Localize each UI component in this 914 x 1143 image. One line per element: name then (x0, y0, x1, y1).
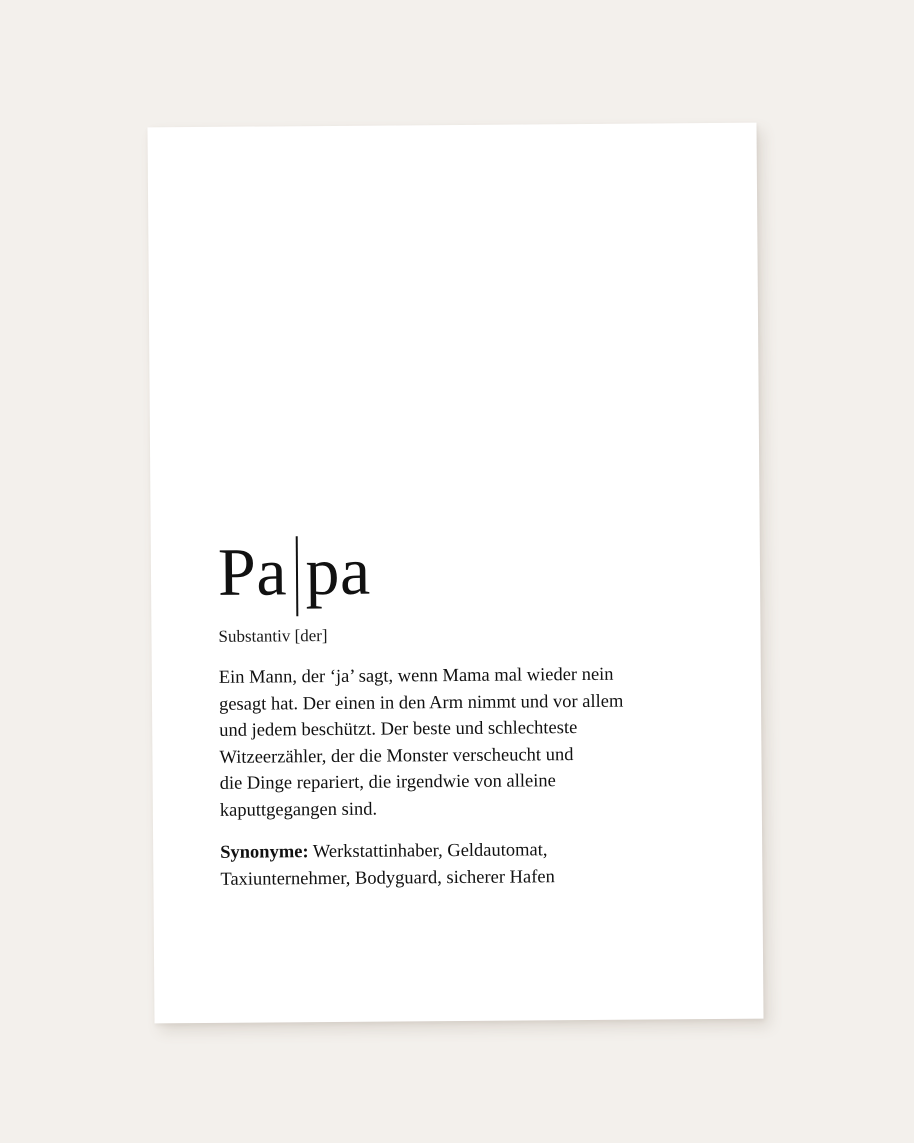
synonyms-label: Synonyme: (220, 842, 309, 863)
definition-text (219, 661, 690, 824)
headword-syllable-1: Pa (217, 533, 288, 610)
definition-line: und jedem beschützt. Der beste und schlechteste (219, 718, 578, 741)
synonyms-block (220, 836, 690, 893)
definition-line: Witzeerzähler, der die Monster verscheucht und (219, 744, 574, 768)
word-class: Substantiv [der] (218, 626, 328, 646)
synonyms-list-part-2: Taxiunternehmer, Bodyguard, sicherer Hafen (220, 866, 555, 890)
synonyms-line-1 (220, 836, 690, 866)
headword (218, 525, 689, 615)
definition-line: gesagt hat. Der einen in den Arm nimmt und vor allem (218, 691, 624, 715)
dictionary-entry (218, 525, 691, 893)
definition-line: Ein Mann, der ‘ja’ sagt, wenn Mama mal wieder nein (218, 664, 614, 688)
poster-card (147, 123, 763, 1024)
definition-line: kaputtgegangen sind. (219, 799, 378, 821)
synonyms-list-part-1: Werkstattinhaber, Geldautomat, (312, 840, 548, 863)
definition-line: die Dinge repariert, die irgendwie von alleine (219, 771, 556, 794)
syllable-divider (296, 536, 298, 616)
headword-syllable-2: pa (305, 532, 371, 610)
